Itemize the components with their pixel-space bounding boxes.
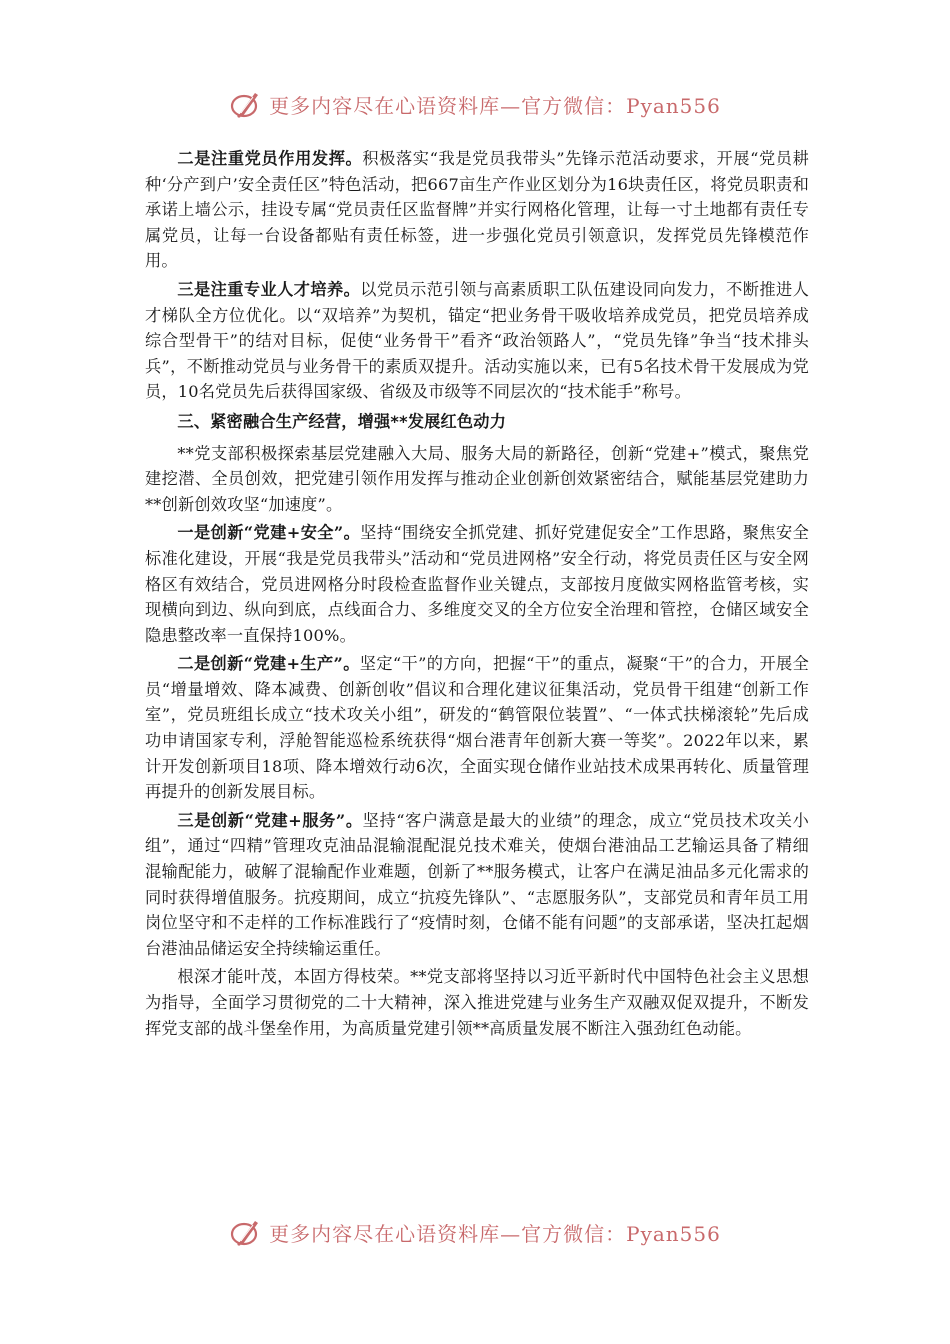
paragraph-talent-training: [145, 277, 809, 405]
paragraph-body: 积极落实“我是党员我带头”先锋示范活动要求，开展“党员耕种‘分产到户’安全责任区”特色活动，把667亩生产作业区划分为16块责任区，将党员职责和承诺上墙公示，挂设专属“党员责任区监督牌”并实行网格化管理，让每一寸土地都有责任专属党员，让每一台设备都贴有责任标签，进一步强化党员引领意识，发挥党员先锋模范作用。: [145, 149, 809, 271]
header-banner-inner: [229, 87, 721, 121]
footer-banner-inner: [229, 1215, 721, 1249]
paragraph-lead: 二是注重党员作用发挥。: [177, 149, 363, 168]
section-heading-3: 三、紧密融合生产经营，增强**发展红色动力: [177, 411, 507, 431]
document-body: [145, 146, 809, 1044]
paragraph-lead: 三是创新“党建+服务”。: [177, 810, 363, 830]
paragraph-body: 坚持“客户满意是最大的业绩”的理念，成立“党员技术攻关小组”，通过“四精”管理攻克油品混输混配混兑技术难关，使烟台港油品工艺输运具备了精细混输配能力，破解了混输配作业难题，创新了**服务模式，让客户在满足油品多元化需求的同时获得增值服务。抗疫期间，成立“抗疫先锋队”、“志愿服务队”，支部党员和青年员工用岗位坚守和不走样的工作标准践行了“疫情时刻，仓储不能有问题”的支部承诺，坚决扛起烟台港油品储运安全持续输运重任。: [145, 810, 809, 958]
paragraph-body: 坚定“干”的方向，把握“干”的重点，凝聚“干”的合力，开展全员“增量增效、降本减费、创新创收”倡议和合理化建议征集活动，党员骨干组建“创新工作室”，党员班组长成立“技术攻关小组”，研发的“鹤管限位装置”、“一体式扶梯滚轮”先后成功申请国家专利，浮舱智能巡检系统获得“烟台港青年创新大赛一等奖”。2022年以来，累计开发创新项目18项、降本增效行动6次，全面实现仓储作业站技术成果再转化、质量管理再提升的创新发展目标。: [145, 654, 809, 802]
paragraph-lead: 二是创新“党建+生产”。: [177, 654, 360, 674]
paragraph-party-building-safety: [145, 520, 809, 648]
paragraph-lead: 一是创新“党建+安全”。: [177, 523, 361, 543]
paragraph-conclusion: 根深才能叶茂，本固方得枝荣。**党支部将坚持以习近平新时代中国特色社会主义思想为指导，全面学习贯彻党的二十大精神，深入推进党建与业务生产双融双促双提升，不断发挥党支部的战斗堡垒作用，为高质量党建引领**高质量发展不断注入强劲红色动能。: [145, 967, 809, 1038]
quill-pen-logo-icon: [229, 87, 263, 121]
paragraph-party-building-service: [145, 808, 809, 962]
footer-banner: [0, 1210, 950, 1254]
paragraph-body: 坚持“围绕安全抓党建、抓好党建促安全”工作思路，聚焦安全标准化建设，开展“我是党员我带头”活动和“党员进网格”安全行动，将党员责任区与安全网格区有效结合，党员进网格分时段检查监督作业关键点，支部按月度做实网格监管考核，实现横向到边、纵向到底，点线面合力、多维度交叉的全方位安全治理和管控，仓储区域安全隐患整改率一直保持100%。: [145, 523, 809, 645]
quill-pen-logo-icon: [229, 1215, 263, 1249]
section-intro: **党支部积极探索基层党建融入大局、服务大局的新路径，创新“党建+”模式，聚焦党建挖潜、全员创效，把党建引领作用发挥与推动企业创新创效紧密结合，赋能基层党建助力**创新创效攻坚“加速度”。: [145, 443, 809, 514]
footer-banner-text: 更多内容尽在心语资料库—官方微信：Pyan556: [269, 1221, 721, 1246]
header-banner: [0, 82, 950, 126]
paragraph-party-member-role: [145, 146, 809, 274]
paragraph-party-building-production: [145, 651, 809, 805]
paragraph-lead: 三是注重专业人才培养。: [177, 279, 361, 299]
paragraph-body: 以党员示范引领与高素质职工队伍建设同向发力，不断推进人才梯队全方位优化。以“双培养”为契机，锚定“把业务骨干吸收培养成党员，把党员培养成综合型骨干”的结对目标，促使“业务骨干”看齐“政治领路人”，“党员先锋”争当“技术排头兵”，不断推动党员与业务骨干的素质双提升。活动实施以来，已有5名技术骨干发展成为党员，10名党员先后获得国家级、省级及市级等不同层次的“技术能手”称号。: [145, 279, 809, 402]
header-banner-text: 更多内容尽在心语资料库—官方微信：Pyan556: [269, 93, 721, 118]
